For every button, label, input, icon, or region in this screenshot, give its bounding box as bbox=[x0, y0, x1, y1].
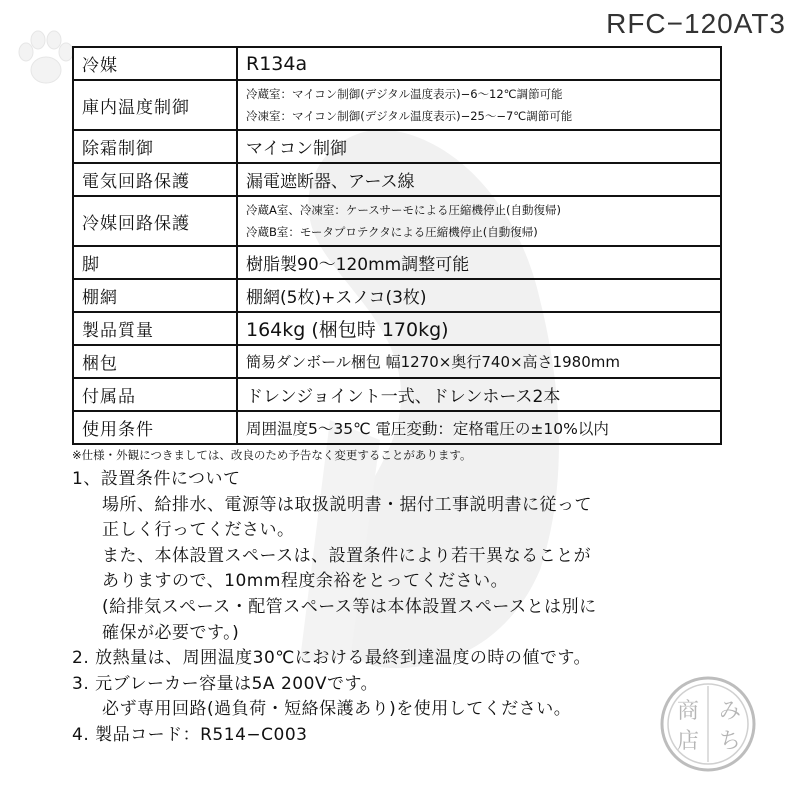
spec-label: 冷媒回路保護 bbox=[73, 196, 237, 246]
spec-value bbox=[237, 80, 721, 130]
note-line: (給排気スペース・配管スペース等は本体設置スペースとは別に bbox=[102, 596, 597, 617]
spec-value-line: 冷蔵B室：モータプロテクタによる圧縮機停止(自動復帰) bbox=[246, 225, 538, 239]
spec-label: 梱包 bbox=[73, 345, 237, 378]
note-line: また、本体設置スペースは、設置条件により若干異なることが bbox=[102, 545, 592, 566]
note-heading: 4. 製品コード：R514−C003 bbox=[72, 724, 308, 745]
spec-value: 簡易ダンボール梱包 幅1270×奥行740×高さ1980mm bbox=[237, 345, 721, 378]
note-heading: 1、設置条件について bbox=[72, 469, 241, 489]
spec-value-line: 冷蔵A室、冷凍室：ケースサーモによる圧縮機停止(自動復帰) bbox=[246, 203, 562, 217]
spec-row bbox=[73, 345, 721, 378]
spec-value: マイコン制御 bbox=[237, 130, 721, 163]
spec-row bbox=[73, 130, 721, 163]
spec-label: 電気回路保護 bbox=[73, 163, 237, 196]
spec-value: 棚網(5枚)+スノコ(3枚) bbox=[237, 279, 721, 312]
note-heading: 2. 放熱量は、周囲温度30℃における最終到達温度の時の値です。 bbox=[72, 648, 591, 669]
spec-value: 漏電遮断器、アース線 bbox=[237, 163, 721, 196]
spec-row bbox=[73, 163, 721, 196]
spec-value: 周囲温度5〜35℃ 電圧変動：定格電圧の±10%以内 bbox=[237, 411, 721, 444]
svg-text:み: み bbox=[718, 699, 742, 724]
spec-label: 除霜制御 bbox=[73, 130, 237, 163]
spec-table bbox=[72, 46, 722, 445]
note-heading: 3. 元ブレーカー容量は5A 200Vです。 bbox=[72, 673, 379, 694]
note-line: 正しく行ってください。 bbox=[102, 520, 295, 541]
spec-value: 164kg (梱包時 170kg) bbox=[237, 312, 721, 345]
spec-row bbox=[73, 80, 721, 130]
spec-value: 樹脂製90〜120mm調整可能 bbox=[237, 246, 721, 279]
spec-label: 使用条件 bbox=[73, 411, 237, 444]
spec-label: 付属品 bbox=[73, 378, 237, 411]
shop-seal bbox=[656, 672, 776, 792]
spec-row bbox=[73, 312, 721, 345]
svg-text:ち: ち bbox=[718, 729, 742, 754]
svg-text:商: 商 bbox=[676, 699, 700, 724]
note-line: ありますので、10mm程度余裕をとってください。 bbox=[102, 571, 509, 592]
paw-icon bbox=[14, 28, 78, 92]
spec-row bbox=[73, 47, 721, 80]
spec-row bbox=[73, 279, 721, 312]
svg-text:店: 店 bbox=[676, 729, 700, 754]
spec-label: 脚 bbox=[73, 246, 237, 279]
note-line: 必ず専用回路(過負荷・短絡保護あり)を使用してください。 bbox=[102, 699, 572, 720]
spec-value bbox=[237, 196, 721, 246]
spec-value: ドレンジョイント一式、ドレンホース2本 bbox=[237, 378, 721, 411]
note-line: 場所、給排水、電源等は取扱説明書・据付工事説明書に従って bbox=[102, 494, 592, 515]
spec-label: 冷媒 bbox=[73, 47, 237, 80]
model-number: RFC−120AT3 bbox=[606, 8, 786, 39]
note-line: 確保が必要です。) bbox=[102, 622, 240, 643]
spec-label: 棚網 bbox=[73, 279, 237, 312]
spec-value: R134a bbox=[237, 47, 721, 80]
spec-value-line: 冷蔵室：マイコン制御(デジタル温度表示)−6〜12℃調節可能 bbox=[246, 87, 563, 101]
spec-row bbox=[73, 246, 721, 279]
spec-label: 製品質量 bbox=[73, 312, 237, 345]
spec-row bbox=[73, 196, 721, 246]
spec-value-line: 冷凍室：マイコン制御(デジタル温度表示)−25〜−7℃調節可能 bbox=[246, 109, 573, 123]
spec-label: 庫内温度制御 bbox=[73, 80, 237, 130]
spec-row bbox=[73, 411, 721, 444]
spec-footnote: ※仕様・外観につきましては、改良のため予告なく変更することがあります。 bbox=[72, 448, 472, 462]
spec-row bbox=[73, 378, 721, 411]
